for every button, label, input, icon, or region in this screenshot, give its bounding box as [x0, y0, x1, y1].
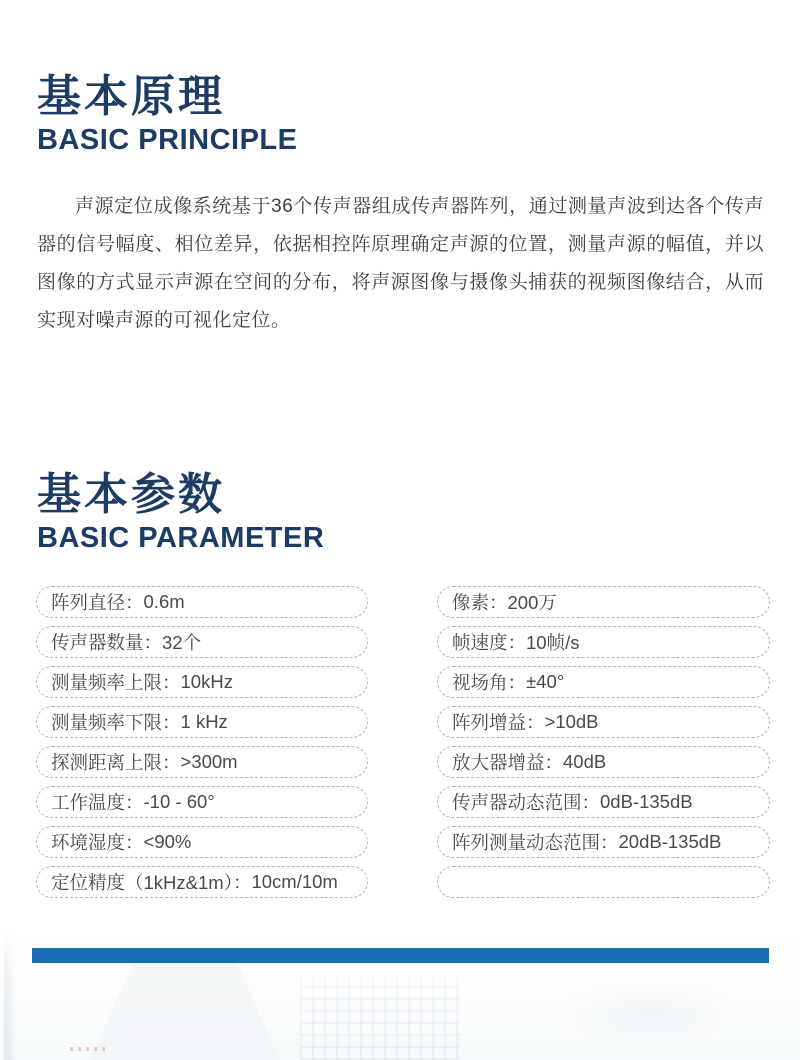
basic-principle-heading — [37, 74, 297, 157]
footer-accent-bar — [32, 948, 769, 963]
parameter-value: 200万 — [507, 592, 557, 613]
parameter-value: 10帧/s — [526, 632, 580, 653]
parameter-label: 环境湿度： — [51, 832, 144, 853]
parameter-value: 10cm/10m — [251, 871, 338, 892]
parameter-value: >300m — [180, 751, 238, 772]
parameter-value: 0.6m — [143, 591, 185, 612]
basic-principle-title-zh: 基本原理 — [37, 72, 225, 121]
parameter-value: 20dB-135dB — [618, 831, 722, 852]
parameter-value: 0dB-135dB — [600, 791, 693, 812]
parameter-pill — [36, 786, 368, 818]
parameter-label: 视场角： — [452, 672, 527, 693]
parameter-value: 40dB — [563, 751, 607, 772]
basic-parameter-title-zh: 基本参数 — [37, 470, 225, 519]
parameter-label: 阵列增益： — [452, 712, 545, 733]
parameter-label: 帧速度： — [452, 632, 527, 653]
parameter-value: >10dB — [544, 711, 599, 732]
parameter-value: -10 - 60° — [143, 791, 215, 812]
parameter-label: 阵列直径： — [51, 592, 144, 613]
principle-description-paragraph: 声源定位成像系统基于36个传声器组成传声器阵列，通过测量声波到达各个传声器的信号幅度、相位差异，依据相控阵原理确定声源的位置，测量声源的幅值，并以图像的方式显示声源在空间的分布，将声源图像与摄像头捕获的视频图像结合，从而实现对噪声源的可视化定位。 — [37, 196, 764, 331]
parameter-pill — [36, 746, 368, 778]
parameter-label: 测量频率下限： — [51, 712, 181, 733]
parameter-pill — [36, 586, 368, 618]
basic-principle-title-en: BASIC PRINCIPLE — [37, 124, 298, 157]
parameter-value: 10kHz — [180, 671, 233, 692]
parameter-column-right — [437, 586, 770, 906]
parameter-label: 测量频率上限： — [51, 672, 181, 693]
parameter-pill — [437, 826, 770, 858]
parameter-label: 阵列测量动态范围： — [452, 832, 619, 853]
parameter-value: <90% — [143, 831, 192, 852]
parameter-pill — [437, 586, 770, 618]
basic-parameter-title-en: BASIC PARAMETER — [37, 522, 325, 555]
parameter-label: 探测距离上限： — [51, 752, 181, 773]
parameter-label: 传声器数量： — [51, 632, 163, 653]
parameter-label: 传声器动态范围： — [452, 792, 601, 813]
parameter-label: 像素： — [452, 592, 508, 613]
parameter-pill — [36, 826, 368, 858]
parameter-pill — [437, 866, 770, 898]
basic-parameter-heading — [37, 472, 324, 555]
parameter-label: 放大器增益： — [452, 752, 564, 773]
parameter-label: 定位精度（1kHz&1m）： — [51, 872, 252, 893]
parameter-pill — [36, 706, 368, 738]
parameter-pill — [36, 666, 368, 698]
parameter-pill — [36, 866, 368, 898]
parameter-label: 工作温度： — [51, 792, 144, 813]
parameter-pill — [437, 746, 770, 778]
parameter-pill — [36, 626, 368, 658]
parameter-pill — [437, 666, 770, 698]
parameter-value: ±40° — [526, 671, 565, 692]
parameter-column-left — [36, 586, 368, 906]
parameter-value: 32个 — [162, 632, 202, 653]
parameter-value: 1 kHz — [180, 711, 228, 732]
parameter-pill — [437, 706, 770, 738]
parameter-pill — [437, 626, 770, 658]
parameter-pill — [437, 786, 770, 818]
